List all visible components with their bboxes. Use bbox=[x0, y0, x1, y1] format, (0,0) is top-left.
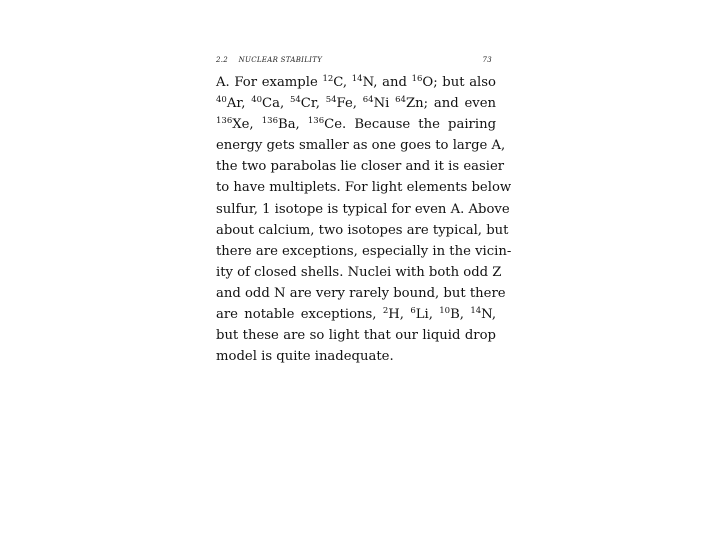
mass-number-superscript: 16 bbox=[411, 74, 423, 84]
text-run: O; but also bbox=[422, 75, 496, 90]
text-run: Li, bbox=[415, 307, 440, 323]
text-line bbox=[216, 325, 496, 346]
mass-number-superscript: 12 bbox=[322, 74, 334, 84]
text-run: are notable exceptions, bbox=[216, 307, 383, 323]
text-run: energy gets smaller as one goes to large A, bbox=[216, 138, 506, 154]
text-run: about calcium, two isotopes are typical, but bbox=[216, 222, 509, 238]
text-line bbox=[216, 346, 496, 367]
text-run: model is quite inadequate. bbox=[216, 349, 394, 365]
text-run: C, bbox=[333, 75, 352, 90]
mass-number-superscript: 6 bbox=[410, 306, 416, 317]
text-run: Cr, bbox=[300, 96, 326, 112]
text-run: but these are so light that our liquid drop bbox=[216, 328, 496, 344]
text-line bbox=[216, 283, 506, 304]
mass-number-superscript: 136 bbox=[261, 116, 278, 127]
text-line bbox=[216, 114, 496, 135]
mass-number-superscript: 136 bbox=[307, 116, 325, 127]
mass-number-superscript: 14 bbox=[351, 74, 363, 84]
text-run: the two parabolas lie closer and it is easier bbox=[216, 159, 505, 175]
mass-number-superscript: 40 bbox=[251, 95, 263, 106]
page-number: 73 bbox=[482, 56, 492, 64]
body-paragraph bbox=[216, 72, 512, 367]
text-run: Ce. Because the pairing bbox=[324, 117, 497, 133]
text-run: Ba, bbox=[278, 117, 308, 133]
text-line bbox=[216, 304, 496, 325]
text-run: ity of closed shells. Nuclei with both odd Z bbox=[216, 264, 502, 280]
text-run: B, bbox=[450, 307, 471, 323]
mass-number-superscript: 64 bbox=[362, 95, 374, 106]
mass-number-superscript: 2 bbox=[382, 306, 389, 317]
text-run: N, bbox=[481, 307, 497, 323]
running-header bbox=[216, 56, 492, 70]
text-run: Zn; and even bbox=[405, 96, 496, 112]
text-line bbox=[216, 93, 496, 114]
mass-number-superscript: 64 bbox=[395, 95, 406, 106]
text-run: Xe, bbox=[232, 117, 262, 133]
text-run: H, bbox=[388, 307, 411, 323]
mass-number-superscript: 10 bbox=[439, 306, 451, 317]
text-line bbox=[216, 220, 509, 241]
mass-number-superscript: 40 bbox=[216, 95, 227, 106]
text-run: to have multiplets. For light elements below bbox=[216, 180, 512, 196]
mass-number-superscript: 136 bbox=[216, 116, 233, 127]
mass-number-superscript: 54 bbox=[289, 95, 301, 106]
text-run: N, and bbox=[362, 75, 412, 90]
text-run: Ar, bbox=[226, 96, 252, 112]
text-line bbox=[216, 262, 502, 283]
section-number: 2.2 bbox=[216, 56, 229, 64]
text-run: there are exceptions, especially in the vicin- bbox=[216, 243, 512, 259]
text-run: Fe, bbox=[336, 96, 363, 112]
text-line bbox=[216, 177, 512, 198]
text-run: Ni bbox=[373, 96, 396, 112]
mass-number-superscript: 54 bbox=[325, 95, 337, 106]
text-run: and odd N are very rarely bound, but there bbox=[216, 285, 506, 301]
text-line bbox=[216, 241, 512, 262]
mass-number-superscript: 14 bbox=[470, 306, 482, 317]
text-run: sulfur, 1 isotope is typical for even A. Above bbox=[216, 201, 510, 217]
text-line bbox=[216, 199, 510, 220]
text-run: A. For example bbox=[216, 75, 323, 90]
text-line bbox=[216, 156, 505, 177]
section-title: NUCLEAR STABILITY bbox=[238, 56, 323, 64]
text-line bbox=[216, 72, 496, 93]
text-run: Ca, bbox=[262, 96, 290, 112]
section-heading bbox=[216, 56, 322, 64]
text-line bbox=[216, 135, 506, 156]
